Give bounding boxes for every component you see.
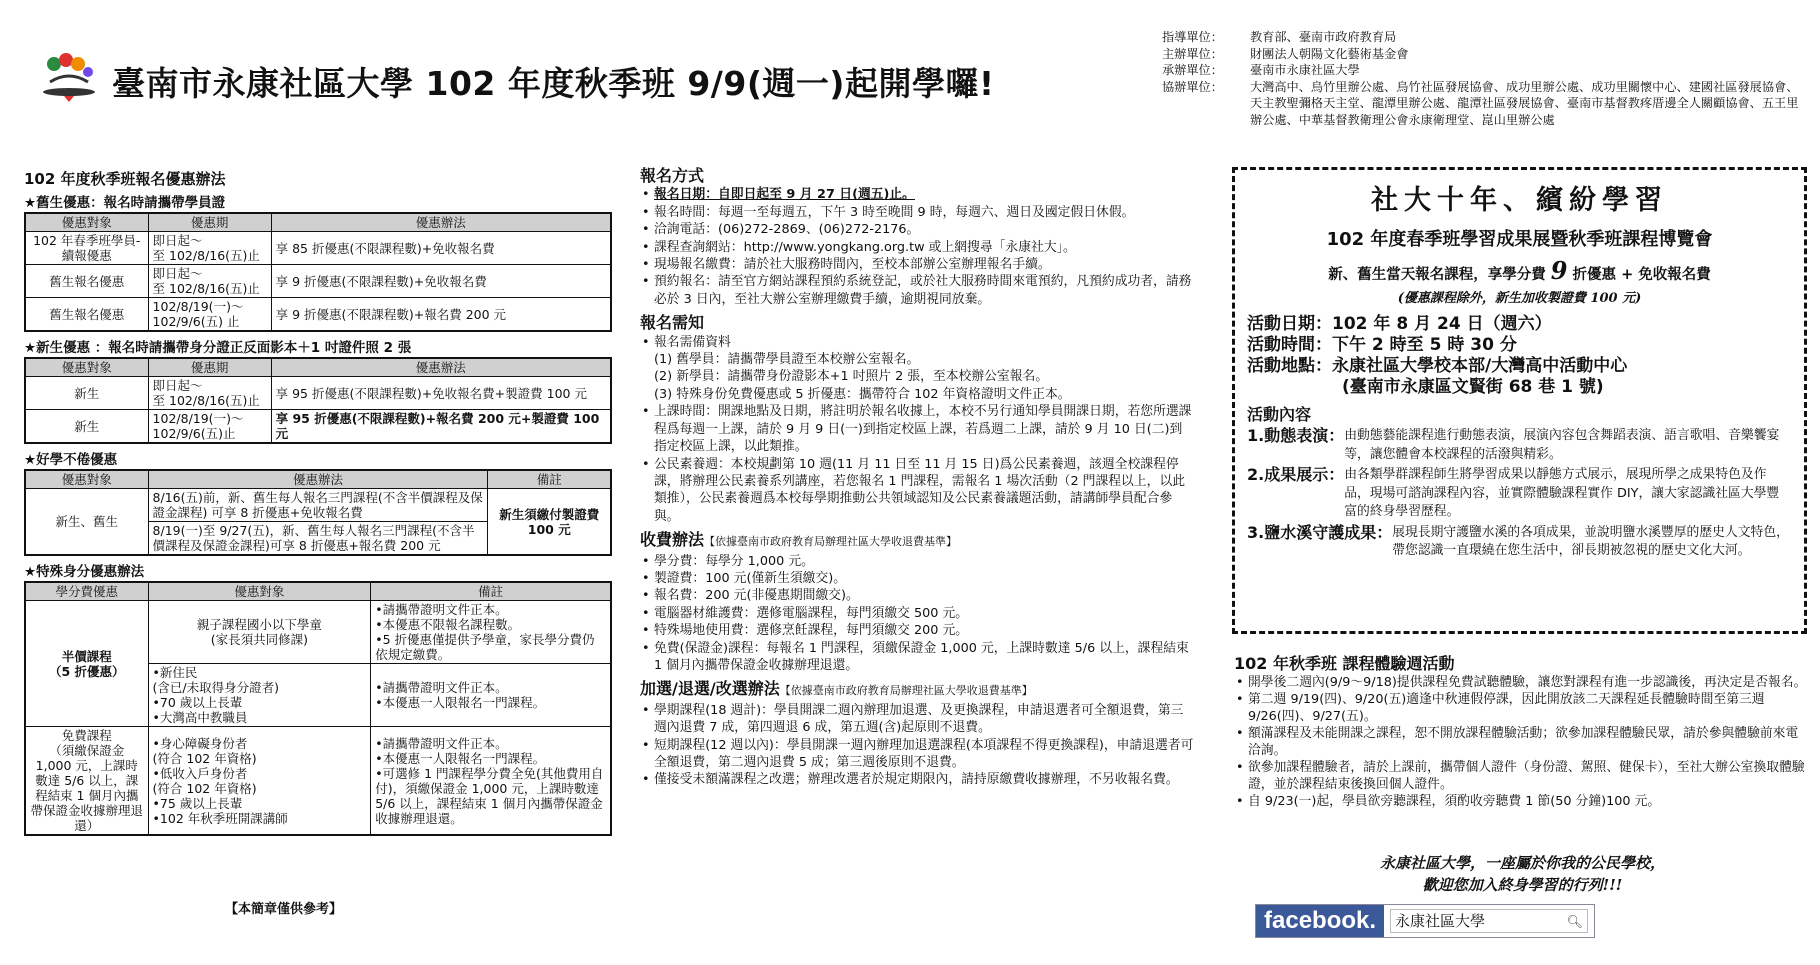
table-cell: 即日起～ 至 102/8/16(五)止 — [148, 377, 271, 410]
table-cell: 享 9 折優惠(不限課程數)+報名費 200 元 — [271, 298, 611, 332]
table-header: 優惠辦法 — [148, 470, 488, 489]
table-cell: 102/8/19(一)～ 102/9/6(五)止 — [148, 410, 271, 444]
list-item: • 報名需備資料 — [640, 334, 1195, 351]
table-header: 優惠對象 — [25, 470, 148, 489]
sponsor-key: 指導單位： — [1162, 30, 1223, 44]
table-header: 優惠辦法 — [271, 213, 611, 232]
list-item: • 特殊場地使用費：選修烹飪課程，每門須繳交 200 元。 — [640, 622, 1195, 639]
value: 102 年 8 月 24 日（週六） — [1332, 314, 1552, 334]
list-item: • 自 9/23(一)起，學員欲旁聽課程，須酌收旁聽費 1 節(50 分鐘)100 元。 — [1234, 793, 1809, 810]
list-item: • 僅接受未額滿課程之改選；辦理改選者於規定期限內，請持原繳費收據辦理，不另收報名費。 — [640, 771, 1195, 788]
notice-title: 報名需知 — [640, 313, 705, 333]
table-row — [25, 601, 611, 664]
table-cell: 親子課程國小以下學童 (家長須共同修課) — [148, 601, 371, 664]
change-list — [640, 702, 1195, 789]
event-date — [1247, 314, 1792, 335]
table-header: 備註 — [371, 582, 611, 601]
table-cell: 享 9 折優惠(不限課程數)+免收報名費 — [271, 265, 611, 298]
promo-number: 9 — [1550, 256, 1568, 285]
facebook-search-bar[interactable] — [1255, 904, 1595, 938]
table-header: 優惠對象 — [148, 582, 371, 601]
sponsor-value: 大灣高中、烏竹里辦公處、烏竹社區發展協會、成功里辦公處、成功里關懷中心、建國社區發展協會、天主教聖彌格天主堂、龍潭里辦公處、龍潭社區發展協會、臺南市基督教疼厝邊全人關顧協會、五王里辦公處、中華基督教衛理公會永康衛理堂、崑山里辦公處 — [1250, 79, 1799, 127]
list-item: (3) 特殊身份免費優惠或 5 折優惠：攜帶符合 102 年資格證明文件正本。 — [654, 386, 1071, 402]
list-item: • 製證費：100 元(僅新生須繳交)。 — [640, 570, 1195, 587]
list-item: (2) 新學員：請攜帶身份證影本+1 吋照片 2 張，至本校辦公室報名。 — [654, 369, 1049, 385]
sponsor-row — [1162, 62, 1802, 79]
table-cell: •請攜帶證明文件正本。 •本優惠一人限報名一門課程。 — [371, 664, 611, 727]
list-item: • 第二週 9/19(四)、9/20(五)適逢中秋連假停課，因此開放該二天課程延長體驗時間至第三週 9/26(四)、9/27(五)。 — [1234, 691, 1809, 725]
footnote: 【本簡章僅供參考】 — [225, 902, 343, 917]
list-item: • 額滿課程及未能開課之課程，恕不開放課程體驗活動；欲參加課程體驗民眾，請於參與體驗前來電洽詢。 — [1234, 725, 1809, 759]
discount-section — [24, 168, 612, 840]
sponsor-key: 協辦單位： — [1162, 79, 1223, 94]
event-item — [1247, 466, 1792, 522]
table-cell: 新生須繳付製證費 100 元 — [488, 489, 611, 556]
closing-slogan — [1240, 852, 1805, 896]
table-header: 優惠期 — [148, 213, 271, 232]
registration-info — [640, 167, 1195, 789]
table-cell: 半價課程 （5 折優惠） — [25, 601, 148, 727]
trial-list — [1234, 674, 1809, 810]
sponsor-key: 主辦單位： — [1162, 46, 1223, 61]
list-item: • 學分費：每學分 1,000 元。 — [640, 553, 1195, 570]
item-text: 由各類學群課程師生將學習成果以靜態方式展示，展現所學之成果特色及作品，現場可諮詢課程內容，並實際體驗課程實作 DIY，讓大家認識社區大學豐富的終身學習歷程。 — [1344, 467, 1780, 519]
list-item: • 電腦器材維護費：選修電腦課程，每門須繳交 500 元。 — [640, 605, 1195, 622]
list-item[interactable]: • 課程查詢網站：http://www.yongkang.org.tw 或上網搜尋「永康社大」。 — [640, 239, 1195, 256]
list-item: • 公民素養週：本校規劃第 10 週(11 月 11 日至 11 月 15 日)爲公民素養週，該週全校課程停課，將辦理公民素養系列講座，若您報名 1 門課程，需報名 1 場次活動（2 門課程以上，以此類推），公民素養週爲本校每學期推動公共領域認知及公民素養議題活動，請講師學員配合參與。 — [640, 456, 1195, 526]
list-item: • 短期課程(12 週以內)：學員開課一週內辦理加退選課程(本項課程不得更換課程)，申請退選者可全額退費，第二週內退費 5 成；第三週後原則不退費。 — [640, 737, 1195, 772]
fees-list — [640, 553, 1195, 675]
table-cell: 新生 — [25, 377, 148, 410]
sponsor-key: 承辦單位： — [1162, 63, 1223, 77]
table-cell: 即日起～ 至 102/8/16(五)止 — [148, 265, 271, 298]
event-subtitle: 102 年度春季班學習成果展暨秋季班課程博覽會 — [1326, 229, 1713, 250]
label: 活動時間： — [1247, 335, 1332, 355]
sponsor-value: 財團法人朝陽文化藝術基金會 — [1250, 46, 1409, 61]
event-content-title: 活動內容 — [1247, 405, 1312, 424]
table-header: 學分費優惠 — [25, 582, 148, 601]
fees-title-note: 【依據臺南市政府教育局辦理社區大學收退費基準】 — [704, 535, 958, 549]
new-student-table — [24, 357, 612, 444]
sponsor-row — [1162, 46, 1802, 63]
table-cell: 舊生報名優惠 — [25, 298, 148, 332]
item-label: 2.成果展示： — [1247, 465, 1345, 484]
table-cell: •身心障礙身份者 (符合 102 年資格) •低收入戶身份者 (符合 102 年資格) •75 歲以上長輩 •102 年秋季班開課講師 — [148, 727, 371, 836]
list-item: 報名日期：自即日起至 9 月 27 日(週五)止。 — [654, 187, 915, 203]
table-header: 優惠對象 — [25, 358, 148, 377]
table-header: 優惠對象 — [25, 213, 148, 232]
table-header: 優惠期 — [148, 358, 271, 377]
promo-text: 折優惠 + 免收報名費 — [1572, 266, 1711, 283]
promo-text: 新、舊生當天報名課程，享學分費 — [1328, 266, 1546, 283]
table-row — [25, 410, 611, 444]
trial-title: 102 年秋季班 課程體驗週活動 — [1234, 654, 1455, 673]
item-label: 1.動態表演： — [1247, 426, 1345, 445]
special-discount-title: ★特殊身分優惠辦法 — [24, 564, 145, 580]
facebook-search-input[interactable] — [1390, 909, 1588, 933]
list-item: • 報名費：200 元(非優惠期間繳交)。 — [640, 587, 1195, 604]
event-address: (臺南市永康區文賢街 68 巷 1 號) — [1342, 377, 1604, 397]
sponsor-value: 臺南市永康社區大學 — [1250, 63, 1360, 77]
list-item: • 預約報名：請至官方網站課程預約系統登記，或於社大服務時間來電預約，凡預約成功者，請務必於 3 日內，至社大辦公室辦理繳費手續，逾期視同放棄。 — [640, 273, 1195, 308]
sponsor-value: 教育部、臺南市政府教育局 — [1250, 30, 1397, 44]
change-title — [640, 680, 1195, 699]
search-query: 永康社區大學 — [1395, 912, 1486, 930]
event-item — [1247, 427, 1792, 464]
label: 活動地點： — [1247, 356, 1332, 376]
table-cell: 舊生報名優惠 — [25, 265, 148, 298]
table-cell: 免費課程 （須繳保證金 1,000 元，上課時數達 5/6 以上，課程結束 1 個月內攜帶保證金收據辦理退還） — [25, 727, 148, 836]
table-cell: •請攜帶證明文件正本。 •本優惠不限報名課程數。 •5 折優惠僅提供予學童，家長學分費仍依規定繳費。 — [371, 601, 611, 664]
value: 永康社區大學校本部/大灣高中活動中心 — [1332, 356, 1628, 376]
notice-list — [640, 334, 1195, 525]
table-cell: 享 95 折優惠(不限課程數)+報名費 200 元+製證費 100 元 — [271, 410, 611, 444]
slogan-line: 永康社區大學，一座屬於你我的公民學校， — [1379, 854, 1665, 872]
change-title-note: 【依據臺南市政府教育局辦理社區大學收退費基準】 — [779, 684, 1033, 698]
event-promo — [1247, 256, 1792, 285]
table-cell: •請攜帶證明文件正本。 •本優惠一人限報名一門課程。 •可選修 1 門課程學分費全免(其他費用自付)，須繳保證金 1,000 元，上課時數達 5/6 以上，課程結束 1 個月內攜帶保證金收據辦理退還。 — [371, 727, 611, 836]
item-text: 展現長期守護鹽水溪的各項成果，並說明鹽水溪豐厚的歷史人文特色，帶您認識一直環繞在您生活中，卻長期被忽視的歷史文化大河。 — [1392, 524, 1789, 558]
table-cell: 102/8/19(一)～ 102/9/6(五) 止 — [148, 298, 271, 332]
item-label: 3.鹽水溪守護成果： — [1247, 522, 1393, 542]
table-header: 備註 — [488, 470, 611, 489]
list-item: • 報名時間：每週一至每週五，下午 3 時至晚間 9 時，每週六、週日及國定假日休假。 — [640, 204, 1195, 221]
list-item: • 欲參加課程體驗者，請於上課前，攜帶個人證件（身份證、駕照、健保卡），至社大辦公室換取體驗證，並於課程結束後換回個人證件。 — [1234, 759, 1809, 793]
page-title: 臺南市永康社區大學 102 年度秋季班 9/9(週一)起開學囉! — [112, 64, 995, 103]
table-cell: 8/16(五)前，新、舊生每人報名三門課程(不含半價課程及保證金課程) 可享 8 折優惠+免收報名費 — [148, 489, 488, 522]
table-cell: 8/19(一)至 9/27(五)，新、舊生每人報名三門課程(不含半價課程及保證金課程)可享 8 折優惠+報名費 200 元 — [148, 522, 488, 556]
table-cell: 即日起～ 至 102/8/16(五)止 — [148, 232, 271, 265]
item-text: 由動態藝能課程進行動態表演，展演內容包含舞蹈表演、語言歌唱、音樂饗宴等，讓您體會本校課程的活潑與精彩。 — [1344, 428, 1780, 462]
list-item: • 現場報名繳費：請於社大服務時間內，至校本部辦公室辦理報名手續。 — [640, 256, 1195, 273]
change-title-text: 加選/退選/改選辦法 — [640, 679, 780, 699]
table-row — [25, 265, 611, 298]
special-discount-table — [24, 581, 612, 836]
table-row — [25, 489, 611, 522]
new-student-title: ★新生優惠 ：報名時請攜帶身分證正反面影本＋1 吋證件照 2 張 — [24, 340, 412, 356]
facebook-logo[interactable]: facebook. — [1256, 905, 1384, 937]
sponsor-row — [1162, 79, 1802, 129]
list-item: • 上課時間：開課地點及日期，將註明於報名收據上，本校不另行通知學員開課日期，若您所選課程爲每週一上課，請於 9 月 9 日(一)到指定校區上課，若爲週二上課，請於 9 月 10 日(二)到指定校區上課，以此類推。 — [640, 403, 1195, 455]
table-row — [25, 377, 611, 410]
list-item: (1) 舊學員：請攜帶學員證至本校辦公室報名。 — [654, 352, 920, 368]
label: 活動日期： — [1247, 314, 1332, 334]
table-row — [25, 232, 611, 265]
table-cell: 新生 — [25, 410, 148, 444]
event-item — [1247, 524, 1792, 561]
slogan-line: 歡迎您加入終身學習的行列!!! — [1422, 876, 1623, 894]
event-box — [1232, 167, 1807, 634]
section-title: 102 年度秋季班報名優惠辦法 — [24, 170, 226, 188]
list-item: • 洽詢電話：(06)272-2869、(06)272-2176。 — [640, 221, 1195, 238]
search-icon[interactable]: 🔍︎ — [1566, 915, 1583, 930]
signup-list — [640, 186, 1195, 308]
value: 下午 2 時至 5 時 30 分 — [1332, 335, 1517, 355]
event-time — [1247, 335, 1792, 356]
sponsor-row — [1162, 29, 1802, 46]
table-cell: 享 95 折優惠(不限課程數)+免收報名費+製證費 100 元 — [271, 377, 611, 410]
table-cell: •新住民 (含已/未取得身分證者) •70 歲以上長輩 •大灣高中教職員 — [148, 664, 371, 727]
event-note: (優惠課程除外，新生加收製證費 100 元) — [1397, 291, 1642, 306]
table-cell: 102 年春季班學員-續報優惠 — [25, 232, 148, 265]
old-student-table — [24, 212, 612, 332]
list-item: • 學期課程(18 週計)：學員開課二週內辦理加退選、及更換課程，申請退選者可全額退費，第三週內退費 7 成，第四週退 6 成，第五週(含)起原則不退費。 — [640, 702, 1195, 737]
school-logo — [38, 52, 100, 104]
table-row — [25, 727, 611, 836]
trial-week-section — [1234, 655, 1809, 810]
table-cell: 新生、舊生 — [25, 489, 148, 556]
fees-title-text: 收費辦法 — [640, 530, 705, 550]
sponsor-list — [1162, 29, 1802, 128]
event-slogan: 社大十年、繽紛學習 — [1371, 185, 1668, 216]
fees-title — [640, 531, 1195, 550]
learning-discount-title: ★好學不倦優惠 — [24, 452, 118, 468]
signup-title: 報名方式 — [640, 166, 705, 185]
list-item: • 免費(保證金)課程：每報名 1 門課程，須繳保證金 1,000 元，上課時數達 5/6 以上，課程結束 1 個月內攜帶保證金收據辦理退還。 — [640, 640, 1195, 675]
table-header: 優惠辦法 — [271, 358, 611, 377]
event-place — [1247, 356, 1792, 377]
table-row — [25, 298, 611, 332]
old-student-title: ★舊生優惠：報名時請攜帶學員證 — [24, 195, 226, 211]
table-cell: 享 85 折優惠(不限課程數)+免收報名費 — [271, 232, 611, 265]
learning-discount-table — [24, 469, 612, 556]
list-item: • 開學後二週內(9/9～9/18)提供課程免費試聽體驗，讓您對課程有進一步認識後，再決定是否報名。 — [1234, 674, 1809, 691]
